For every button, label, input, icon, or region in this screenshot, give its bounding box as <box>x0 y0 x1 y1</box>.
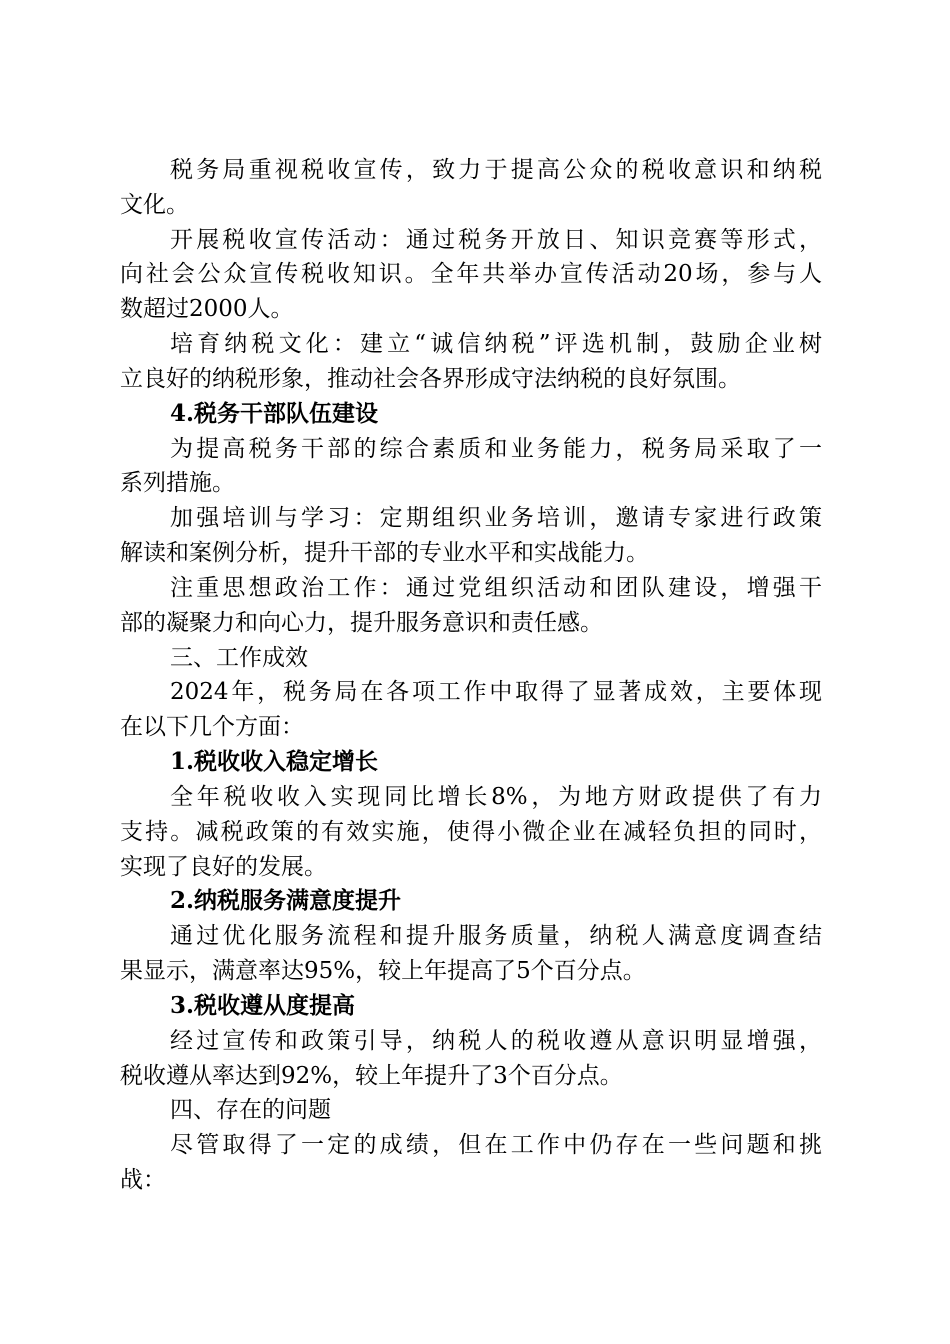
text-line: 1.税收收入稳定增长 <box>170 748 379 776</box>
paragraph <box>120 919 822 989</box>
text-line: 通过优化服务流程和提升服务质量，纳税人满意度调查结 <box>170 923 822 950</box>
text-line: 战： <box>120 1167 166 1194</box>
section-heading <box>120 745 822 780</box>
text-line: 支持。减税政策的有效实施，使得小微企业在减轻负担的同时， <box>120 818 822 845</box>
text-line: 税收遵从率达到92%，较上年提升了3个百分点。 <box>120 1062 623 1089</box>
text-line: 立良好的纳税形象，推动社会各界形成守法纳税的良好氛围。 <box>120 365 741 392</box>
document-page <box>120 153 822 1198</box>
section-heading <box>120 397 822 432</box>
paragraph <box>120 432 822 502</box>
section-heading <box>120 1093 822 1128</box>
text-line: 解读和案例分析，提升干部的专业水平和实战能力。 <box>120 540 649 567</box>
text-line: 系列措施。 <box>120 470 235 497</box>
text-line: 尽管取得了一定的成绩，但在工作中仍存在一些问题和挑 <box>170 1132 822 1159</box>
text-line: 部的凝聚力和向心力，提升服务意识和责任感。 <box>120 609 603 636</box>
paragraph <box>120 153 822 223</box>
text-line: 注重思想政治工作：通过党组织活动和团队建设，增强干 <box>170 574 822 601</box>
text-line: 三、工作成效 <box>170 644 308 671</box>
text-line: 实现了良好的发展。 <box>120 853 327 880</box>
text-line: 培育纳税文化：建立“诚信纳税”评选机制，鼓励企业树 <box>170 331 822 358</box>
section-heading <box>120 884 822 919</box>
paragraph <box>120 501 822 571</box>
text-line: 加强培训与学习：定期组织业务培训，邀请专家进行政策 <box>170 505 822 532</box>
text-line: 经过宣传和政策引导，纳税人的税收遵从意识明显增强， <box>170 1027 822 1054</box>
text-line: 全年税收收入实现同比增长8%，为地方财政提供了有力 <box>170 783 822 810</box>
text-line: 向社会公众宣传税收知识。全年共举办宣传活动20场，参与人 <box>120 261 822 288</box>
paragraph <box>120 1128 822 1198</box>
text-line: 2024年，税务局在各项工作中取得了显著成效，主要体现 <box>170 679 822 706</box>
text-line: 四、存在的问题 <box>170 1097 331 1124</box>
text-line: 3.税收遵从度提高 <box>170 991 356 1019</box>
section-heading <box>120 989 822 1024</box>
paragraph <box>120 675 822 745</box>
text-line: 开展税收宣传活动：通过税务开放日、知识竞赛等形式， <box>170 226 822 253</box>
text-line: 税务局重视税收宣传，致力于提高公众的税收意识和纳税 <box>170 157 822 183</box>
text-line: 文化。 <box>120 191 189 218</box>
paragraph <box>120 327 822 397</box>
paragraph <box>120 571 822 641</box>
paragraph <box>120 223 822 327</box>
text-line: 果显示，满意率达95%，较上年提高了5个百分点。 <box>120 958 646 985</box>
text-line: 2.纳税服务满意度提升 <box>170 887 402 915</box>
text-line: 数超过2000人。 <box>120 296 294 323</box>
section-heading <box>120 641 822 676</box>
paragraph <box>120 1024 822 1094</box>
text-line: 在以下几个方面： <box>120 714 304 741</box>
text-line: 4.税务干部队伍建设 <box>170 399 379 427</box>
text-line: 为提高税务干部的综合素质和业务能力，税务局采取了一 <box>170 435 822 462</box>
paragraph <box>120 780 822 884</box>
